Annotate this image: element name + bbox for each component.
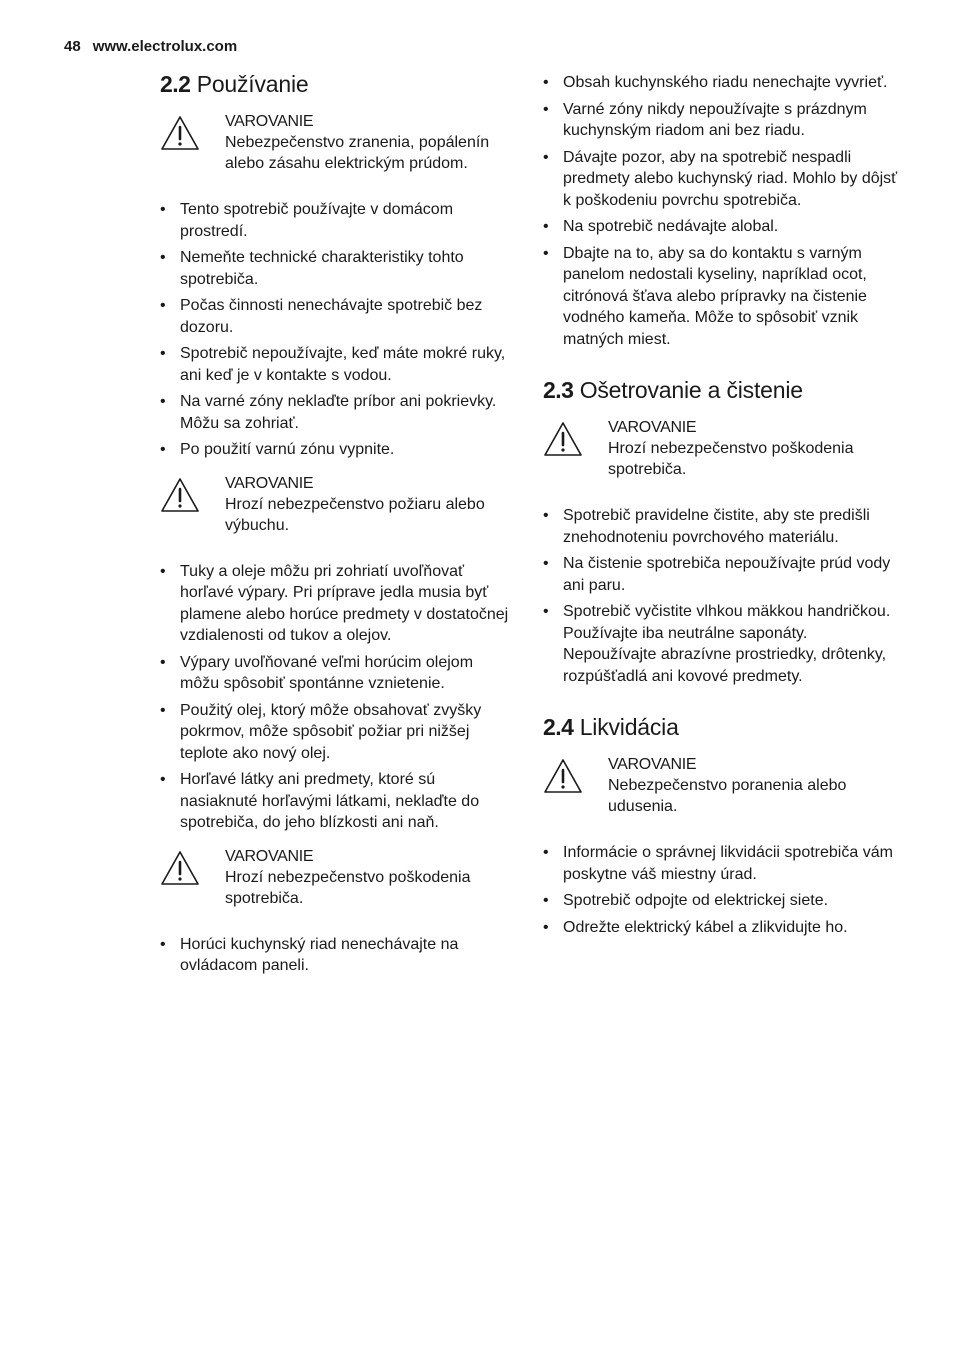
bullet: • [160, 201, 166, 218]
list-item [160, 700, 515, 765]
warning-text: Nebezpečenstvo poranenia alebo udusenia. [608, 777, 847, 815]
bullet: • [543, 244, 549, 262]
list-item [160, 391, 515, 434]
warning-text: Nebezpečenstvo zranenia, popálenín alebo zásahu elektrickým prúdom. [225, 134, 490, 172]
list-item-text: Výpary uvoľňované veľmi horúcim olejom môžu spôsobiť spontánne vznietenie. [180, 653, 474, 692]
list-item-text: Nemeňte technické charakteristiky tohto spotrebiča. [180, 249, 464, 288]
bullet-list [543, 505, 898, 687]
list-item-text: Po použití varnú zónu vypnite. [180, 441, 395, 458]
bullet: • [160, 249, 166, 266]
section-number: 2.2 [160, 71, 191, 97]
list-item-text: Spotrebič odpojte od elektrickej siete. [563, 892, 829, 909]
list-item-text: Obsah kuchynského riadu nenechajte vyvrieť. [563, 74, 888, 91]
list-item [160, 295, 515, 338]
bullet: • [543, 100, 549, 118]
bullet-list [160, 934, 515, 977]
list-item [543, 505, 898, 548]
list-item-text: Použitý olej, ktorý môže obsahovať zvyšky pokrmov, môže spôsobiť požiar pri nižšej teplote ako nový olej. [180, 701, 482, 762]
list-item-text: Horľavé látky ani predmety, ktoré sú nasiaknuté horľavými látkami, neklaďte do spotrebiča, do jeho blízkosti ani naň. [180, 771, 480, 831]
list-item [543, 601, 898, 687]
bullet: • [543, 892, 549, 909]
list-item [543, 243, 898, 351]
list-item-text: Na varné zóny neklaďte príbor ani pokrievky. Môžu sa zohriať. [180, 393, 497, 432]
warning-title: VAROVANIE [225, 113, 314, 130]
list-item [543, 890, 898, 912]
list-item [543, 99, 898, 142]
list-item [543, 216, 898, 238]
warning-block [543, 417, 898, 480]
section-number: 2.3 [543, 377, 574, 403]
section-title: Ošetrovanie a čistenie [579, 377, 803, 403]
list-item-text: Na spotrebič nedávajte alobal. [563, 218, 779, 235]
bullet: • [543, 918, 549, 936]
warning-text: Hrozí nebezpečenstvo poškodenia spotrebiča. [608, 440, 854, 478]
bullet-list [160, 561, 515, 834]
bullet: • [160, 441, 166, 458]
list-item [160, 769, 515, 834]
bullet: • [543, 555, 549, 572]
warning-block [543, 754, 898, 817]
warning-block [160, 473, 515, 536]
bullet: • [543, 507, 549, 524]
warning-title: VAROVANIE [225, 474, 314, 492]
list-item-text: Spotrebič pravidelne čistite, aby ste predišli znehodnoteniu povrchového materiálu. [563, 507, 870, 546]
list-item-text: Spotrebič vyčistite vlhkou mäkkou handričkou. Používajte iba neutrálne saponáty. Nepoužívajte abrazívne prostriedky, drôtenky, rozpúšťadlá ani kovové predmety. [563, 603, 891, 685]
warning-triangle-icon [160, 477, 200, 513]
bullet: • [543, 844, 549, 861]
list-item [160, 652, 515, 695]
warning-title: VAROVANIE [225, 847, 314, 865]
section-title: Likvidácia [579, 714, 679, 740]
bullet: • [543, 603, 549, 620]
warning-block [160, 846, 515, 909]
bullet: • [160, 562, 166, 580]
list-item-text: Na čistenie spotrebiča nepoužívajte prúd vody ani paru. [563, 555, 891, 594]
warning-title: VAROVANIE [608, 756, 697, 773]
list-item-text: Informácie o správnej likvidácii spotrebiča vám poskytne váš miestny úrad. [563, 844, 893, 883]
bullet: • [160, 297, 166, 314]
list-item [160, 439, 515, 461]
bullet: • [543, 148, 549, 166]
section-title: Používanie [196, 71, 309, 97]
bullet: • [160, 701, 166, 719]
bullet: • [160, 393, 166, 410]
bullet-list [160, 199, 515, 461]
bullet: • [543, 218, 549, 235]
page-header [64, 38, 237, 55]
list-item-text: Odrežte elektrický kábel a zlikvidujte ho. [563, 918, 848, 936]
bullet-list [543, 72, 898, 350]
website-url: www.electrolux.com [92, 38, 238, 55]
bullet: • [160, 935, 166, 953]
bullet: • [160, 345, 166, 362]
list-item [160, 199, 515, 242]
page-number: 48 [64, 38, 81, 55]
list-item [543, 842, 898, 885]
warning-triangle-icon [543, 421, 583, 457]
bullet: • [543, 74, 549, 91]
section-heading-2-4 [543, 711, 898, 743]
list-item-text: Dbajte na to, aby sa do kontaktu s varným panelom nedostali kyseliny, napríklad ocot, citrónová šťava alebo prípravky na čistenie vodného kameňa. Môže to spôsobiť vznik matných miest. [563, 244, 867, 348]
list-item-text: Horúci kuchynský riad nenechávajte na ovládacom paneli. [180, 935, 459, 974]
list-item [160, 343, 515, 386]
list-item [160, 247, 515, 290]
section-heading-2-3 [543, 374, 898, 406]
warning-triangle-icon [543, 758, 583, 794]
list-item-text: Varné zóny nikdy nepoužívajte s prázdnym kuchynským riadom ani bez riadu. [563, 100, 867, 139]
list-item [160, 561, 515, 647]
list-item-text: Tento spotrebič používajte v domácom prostredí. [180, 201, 454, 240]
bullet-list [543, 842, 898, 938]
section-number: 2.4 [543, 714, 574, 740]
list-item-text: Tuky a oleje môžu pri zohriatí uvoľňovať horľavé výpary. Pri príprave jedla musia byť plamene alebo horúce predmety v dostatočnej vzdialenosti od tukov a olejov. [180, 562, 509, 644]
warning-title: VAROVANIE [608, 419, 697, 436]
list-item [543, 72, 898, 94]
left-column [160, 68, 515, 982]
section-heading-2-2 [160, 68, 515, 100]
list-item-text: Spotrebič nepoužívajte, keď máte mokré ruky, ani keď je v kontakte s vodou. [180, 345, 506, 384]
warning-text: Hrozí nebezpečenstvo poškodenia spotrebiča. [225, 868, 471, 907]
list-item [543, 917, 898, 939]
bullet: • [160, 771, 166, 788]
warning-triangle-icon [160, 115, 200, 151]
warning-block [160, 111, 515, 174]
list-item-text: Dávajte pozor, aby na spotrebič nespadli predmety alebo kuchynský riad. Mohlo by dôjsť k poškodeniu povrchu spotrebiča. [563, 148, 898, 209]
list-item [543, 553, 898, 596]
right-column [543, 72, 898, 943]
warning-text: Hrozí nebezpečenstvo požiaru alebo výbuchu. [225, 495, 485, 534]
list-item [543, 147, 898, 212]
warning-triangle-icon [160, 850, 200, 886]
bullet: • [160, 653, 166, 671]
list-item [160, 934, 515, 977]
list-item-text: Počas činnosti nenechávajte spotrebič bez dozoru. [180, 297, 483, 336]
